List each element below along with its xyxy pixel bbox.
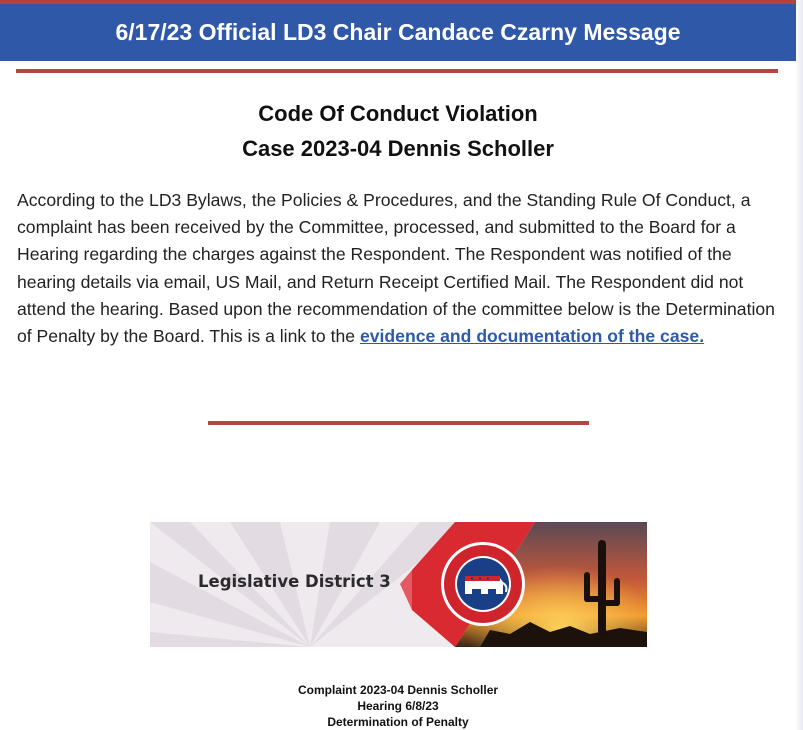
caption-line-1: Complaint 2023-04 Dennis Scholler <box>297 683 499 697</box>
divider-middle <box>208 421 589 425</box>
document-caption <box>0 682 796 730</box>
body-paragraph <box>17 187 779 350</box>
message-header <box>0 0 796 61</box>
evidence-link[interactable]: evidence and documentation of the case. <box>359 326 705 347</box>
header-title: 6/17/23 Official LD3 Chair Candace Czarny Message <box>115 19 681 45</box>
ld3-banner-image <box>150 522 647 647</box>
banner-label: Legislative District 3 <box>198 572 391 591</box>
body-text: According to the LD3 Bylaws, the Policies & Procedures, and the Standing Rule Of Conduct, a complaint has been received by the Committee, processed, and submitted to the Board for a Hearing regarding the charges against the Respondent. The Respondent was notified of the hearing details via email, US Mail, and Return Receipt Certified Mail. The Respondent did not attend the hearing. Based upon the recommendation of the committee below is the Determination of Penalty by the Board. This is a link to the <box>17 190 775 347</box>
divider-top <box>16 69 778 73</box>
case-heading <box>0 96 796 166</box>
heading-line-1: Code Of Conduct Violation <box>258 101 538 126</box>
caption-line-2: Hearing 6/8/23 <box>357 699 439 713</box>
heading-line-2: Case 2023-04 Dennis Scholler <box>242 136 554 161</box>
caption-line-3: Determination of Penalty <box>327 715 469 729</box>
scrollbar-gutter <box>795 0 803 730</box>
